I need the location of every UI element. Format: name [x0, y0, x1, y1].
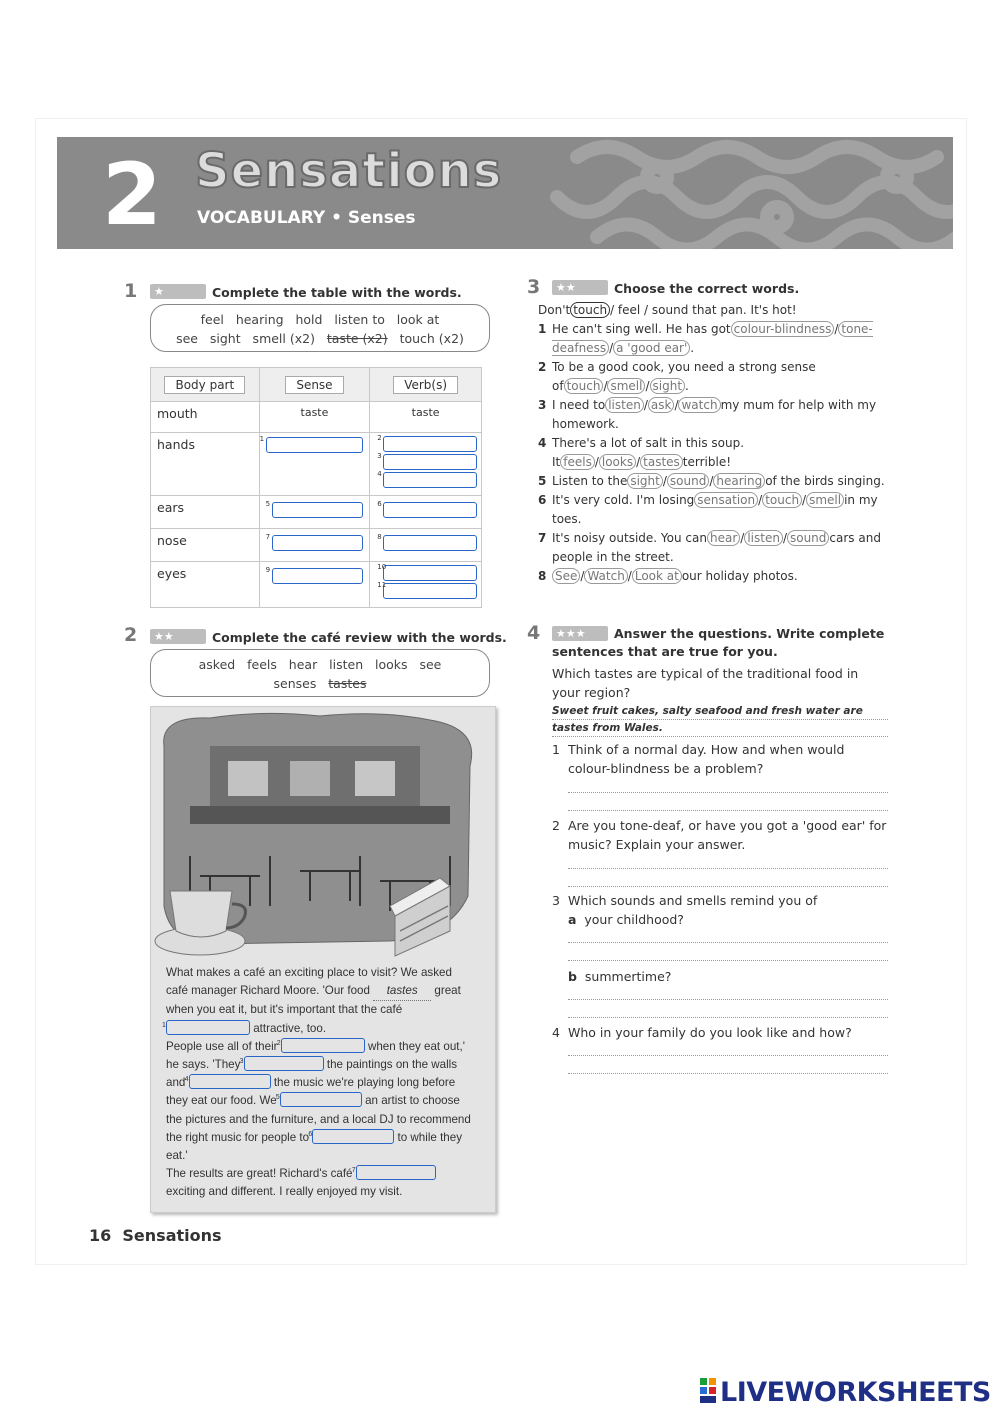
page-footer [89, 1226, 222, 1245]
example-question: Which tastes are typical of the traditional food in your region? [552, 666, 859, 700]
footer-label: Sensations [122, 1226, 222, 1245]
answer-blank-9[interactable]: 9 [272, 568, 364, 584]
review-blank-5[interactable]: 5 [280, 1092, 362, 1107]
banner-pattern [57, 137, 953, 249]
review-blank-1[interactable]: 1 [166, 1020, 250, 1035]
answer-blank-3[interactable]: 3 [383, 454, 477, 470]
answer-line[interactable] [568, 942, 888, 943]
page-number: 16 [89, 1226, 112, 1245]
word-choice[interactable]: touch [762, 492, 802, 508]
exercise-4-instruction-line: sentences that are true for you. [552, 644, 778, 659]
word-choice[interactable]: looks [599, 454, 636, 470]
word-choice[interactable]: touch [564, 378, 604, 394]
answer-blank-8[interactable]: 8 [383, 535, 477, 551]
review-blank-6[interactable]: 6 [312, 1129, 394, 1144]
word-list: see sight smell (x2) taste (x2) touch (x2) [176, 331, 464, 346]
body-part-cell: hands [151, 433, 260, 496]
exercise-3-item: 5 Listen to the sight / sound / hearing of the birds singing. [538, 474, 885, 488]
body-part-cell: eyes [151, 562, 260, 608]
unit-number: 2 [102, 145, 160, 245]
word-choice[interactable]: sight [627, 473, 663, 489]
question-3: 3 Which sounds and smells remind you of a your childhood? [552, 893, 818, 927]
answer-line[interactable] [568, 792, 888, 793]
example-answer-line [552, 736, 888, 737]
word-choice[interactable]: Watch [584, 568, 627, 584]
word-choice[interactable]: smell [806, 492, 844, 508]
body-part-cell: ears [151, 496, 260, 529]
exercise-1-word-box [150, 304, 490, 352]
body-part-cell: nose [151, 529, 260, 562]
answer-line[interactable] [568, 810, 888, 811]
answer-blank-6[interactable]: 6 [383, 502, 477, 518]
word-choice[interactable]: Look at [632, 568, 682, 584]
review-blank-3[interactable]: 3 [244, 1056, 324, 1071]
exercise-3-items [538, 301, 898, 586]
example-word: taste (x2) [326, 331, 388, 346]
question-1: 1 Think of a normal day. How and when would colour-blindness be a problem? [552, 742, 845, 776]
word-list: feel hearing hold listen to look at [200, 312, 440, 327]
example-answer-line [552, 719, 888, 720]
answer-blank-5[interactable]: 5 [272, 502, 364, 518]
answer-line[interactable] [568, 886, 888, 887]
answer-blank-2[interactable]: 2 [383, 436, 477, 452]
answer-blank-11[interactable]: 11 [383, 583, 477, 599]
word-list: senses tastes [273, 676, 367, 691]
word-choice[interactable]: tastes [640, 454, 683, 470]
word-choice[interactable]: sight [650, 378, 686, 394]
answer-line[interactable] [568, 1055, 888, 1056]
example-answer: taste [370, 402, 482, 433]
review-blank-7[interactable]: 7 [356, 1165, 436, 1180]
word-choice[interactable]: listen [605, 397, 644, 413]
word-list: asked feels hear listen looks see [198, 657, 442, 672]
unit-title: Sensations [195, 143, 503, 199]
example-answer: taste [259, 402, 370, 433]
word-choice[interactable]: ask [648, 397, 675, 413]
exercise-3-item: 8 See / Watch / Look at our holiday photos. [538, 569, 798, 583]
word-choice[interactable]: sound [787, 530, 829, 546]
answer-line[interactable] [568, 1017, 888, 1018]
liveworksheets-icon [700, 1378, 717, 1404]
unit-banner [57, 137, 953, 249]
answer-blank-10[interactable]: 10 [383, 565, 477, 581]
word-choice[interactable]: feels [560, 454, 595, 470]
example-sentence: Don't touch / feel / sound that pan. It's hot! [538, 303, 797, 317]
example-choice: touch [570, 302, 610, 318]
answer-line[interactable] [568, 999, 888, 1000]
column-header: Verb(s) [393, 376, 458, 394]
cafe-review-text: What makes a café an exciting place to visit? We asked café manager Richard Moore. 'Our food tastes great when you eat it, but it's important that the café 1 attractive, too. People use all of their 2 when they eat out,' he says. 'They 3 the paintings on the walls and 4 the music we're playing long before they eat our food. We 5 an artist to choose the pictures and the furniture, and a local DJ to recommend the right music for people to 6 to while they eat.' The results are great! Richard's café 7 exciting and different. I really enjoyed my visit. [162, 966, 471, 1199]
exercise-4-instruction-line: Answer the questions. Write complete [614, 626, 885, 641]
exercise-4-number: 4 [527, 622, 541, 644]
exercise-3-item: 6 It's very cold. I'm losing sensation / touch / smell in my toes. [538, 493, 878, 526]
example-answer: Sweet fruit cakes, salty seafood and fresh water are tastes from Wales. [552, 705, 863, 734]
column-header: Body part [164, 376, 245, 394]
word-choice[interactable]: smell [607, 378, 645, 394]
answer-line[interactable] [568, 960, 888, 961]
unit-subtitle: VOCABULARY • Senses [197, 208, 416, 228]
exercise-3-instruction: Choose the correct words. [614, 281, 800, 296]
exercise-1-number: 1 [124, 280, 138, 302]
answer-line[interactable] [568, 1073, 888, 1074]
exercise-3-number: 3 [527, 276, 541, 298]
exercise-3-item: 2 To be a good cook, you need a strong sense of touch / smell / sight . [538, 360, 816, 393]
exercise-3-item: 3 I need to listen / ask / watch my mum for help with my homework. [538, 398, 877, 431]
word-choice[interactable]: sound [667, 473, 709, 489]
example-answer: tastes [373, 982, 431, 1001]
exercise-3-item: 1 He can't sing well. He has got colour-blindness / tone-deafness / a 'good ear' . [538, 322, 873, 355]
word-choice[interactable]: listen [744, 530, 783, 546]
exercise-2-number: 2 [124, 624, 138, 646]
word-choice[interactable]: sensation [694, 492, 758, 508]
review-blank-2[interactable]: 2 [281, 1038, 365, 1053]
difficulty-stars: ★ [150, 284, 206, 299]
example-word: tastes [328, 676, 367, 691]
difficulty-stars: ★★★ [552, 626, 608, 641]
question-2: 2 Are you tone-deaf, or have you got a 'good ear' for music? Explain your answer. [552, 818, 887, 852]
word-choice[interactable]: See [552, 568, 580, 584]
liveworksheets-logo: LIVEWORKSHEETS [700, 1377, 991, 1408]
exercise-1-instruction: Complete the table with the words. [212, 285, 462, 300]
column-header: Sense [285, 376, 343, 394]
word-choice[interactable]: tone-deafness [552, 322, 873, 355]
review-blank-4[interactable]: 4 [189, 1074, 271, 1089]
answer-blank-7[interactable]: 7 [272, 535, 364, 551]
answer-blank-1[interactable]: 1 [266, 437, 364, 453]
word-choice[interactable]: watch [678, 397, 720, 413]
answer-blank-4[interactable]: 4 [383, 472, 477, 488]
question-4: 4 Who in your family do you look like and how? [552, 1025, 852, 1040]
exercise-2-instruction: Complete the café review with the words. [212, 630, 507, 645]
question-3b: b summertime? [568, 969, 672, 984]
difficulty-stars: ★★ [150, 629, 206, 644]
body-part-cell: mouth [151, 402, 260, 433]
word-choice[interactable]: hearing [713, 473, 765, 489]
answer-line[interactable] [568, 868, 888, 869]
word-choice[interactable]: colour-blindness [731, 321, 835, 337]
difficulty-stars: ★★ [552, 280, 608, 295]
word-choice[interactable]: a 'good ear' [613, 340, 690, 356]
exercise-3-item: 4 There's a lot of salt in this soup. It feels / looks / tastes terrible! [538, 436, 745, 469]
exercise-2-word-box [150, 649, 490, 697]
word-choice[interactable]: hear [707, 530, 740, 546]
senses-table [150, 367, 482, 608]
cafe-illustration [150, 706, 494, 961]
exercise-3-item: 7 It's noisy outside. You can hear / listen / sound cars and people in the street. [538, 531, 881, 564]
